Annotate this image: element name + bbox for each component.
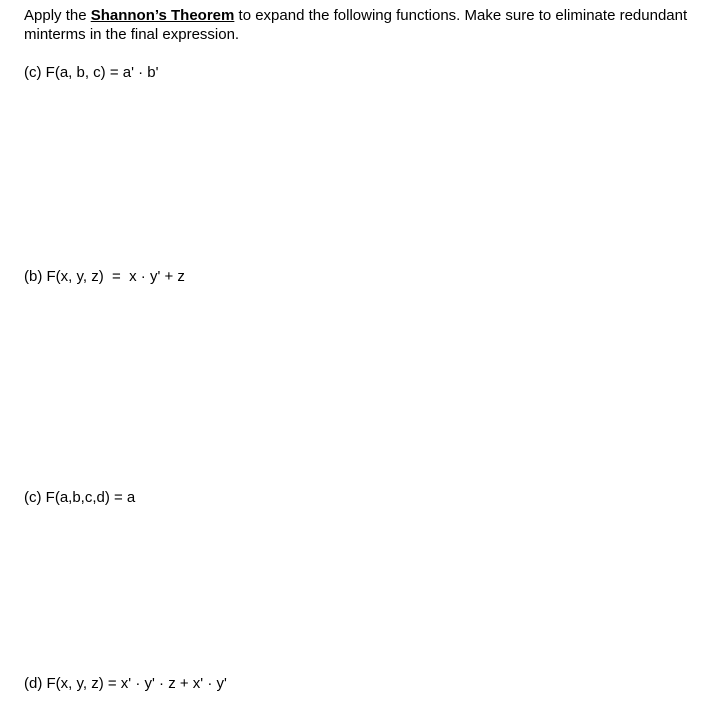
problem-c-first: (c) F(a, b, c) = a' · b': [24, 64, 159, 81]
instructions-text-after: to expand the following functions. Make sure to eliminate redundant minterms in the final expression.: [24, 7, 688, 43]
problem-c-second: (c) F(a,b,c,d) = a: [24, 489, 136, 506]
shannons-theorem-emphasis: Shannon’s Theorem: [90, 7, 235, 24]
instructions-paragraph: [24, 6, 704, 44]
problem-b: (b) F(x, y, z) = x · y' + z: [24, 268, 185, 285]
instructions-text-before: Apply the: [24, 7, 91, 24]
problem-d: (d) F(x, y, z) = x' · y' · z + x' · y': [24, 675, 227, 692]
